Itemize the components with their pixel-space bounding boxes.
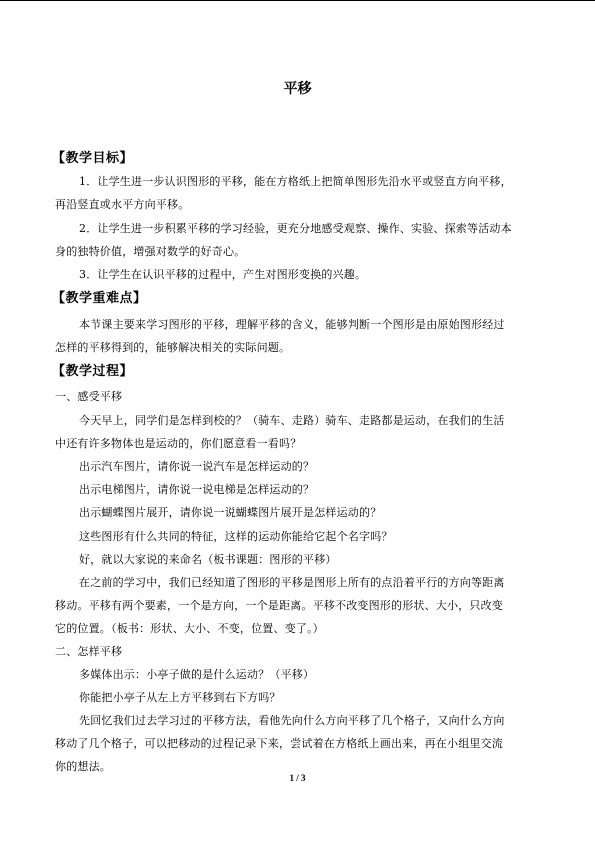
page-number: 1 / 3 bbox=[289, 773, 306, 783]
header-rule bbox=[0, 0, 595, 1]
body-line: 在之前的学习中，我们已经知道了图形的平移是图形上所有的点沿着平行的方向等距离 bbox=[79, 576, 505, 589]
section-heading-key-points: 【教学重难点】 bbox=[52, 291, 147, 306]
body-line: 2．让学生进一步积累平移的学习经验，更充分地感受观察、操作、实验、探索等活动本 bbox=[79, 222, 512, 235]
body-line: 今天早上，同学们是怎样到校的？（骑车、走路）骑车、走路都是运动，在我们的生活 bbox=[79, 414, 505, 427]
body-line: 再沿竖直或水平方向平移。 bbox=[55, 198, 190, 211]
section-heading-objectives: 【教学目标】 bbox=[52, 151, 134, 166]
body-line: 这些图形有什么共同的特征，这样的运动你能给它起个名字吗？ bbox=[79, 530, 393, 543]
body-line: 身的独特价值，增强对数学的好奇心。 bbox=[55, 245, 246, 258]
body-line: 你能把小亭子从左上方平移到右下方吗？ bbox=[79, 691, 281, 704]
body-line: 1．让学生进一步认识图形的平移，能在方格纸上把简单图形先沿水平或竖直方向平移， bbox=[79, 175, 512, 188]
body-line: 移动。平移有两个要素，一个是方向，一个是距离。平移不改变图形的形状、大小，只改变 bbox=[55, 599, 503, 612]
body-line: 3．让学生在认识平移的过程中，产生对图形变换的兴趣。 bbox=[79, 268, 367, 281]
body-line: 怎样的平移得到的，能够解决相关的实际问题。 bbox=[55, 341, 291, 354]
body-line: 多媒体出示：小亭子做的是什么运动？（平移） bbox=[79, 668, 315, 681]
subsection-heading: 一、感受平移 bbox=[55, 390, 123, 403]
page-title: 平移 bbox=[283, 81, 312, 97]
body-line: 本节课主要来学习图形的平移，理解平移的含义，能够判断一个图形是由原始图形经过 bbox=[79, 318, 505, 331]
subsection-heading: 二、怎样平移 bbox=[55, 645, 123, 658]
body-line: 出示汽车图片，请你说一说汽车是怎样运动的？ bbox=[79, 460, 315, 473]
body-line: 先回忆我们过去学习过的平移方法，看他先向什么方向平移了几个格子，又向什么方向 bbox=[79, 714, 505, 727]
body-line: 你的想法。 bbox=[55, 760, 111, 773]
body-line: 出示电梯图片，请你说一说电梯是怎样运动的？ bbox=[79, 483, 315, 496]
body-line: 出示蝴蝶图片展开，请你说一说蝴蝶图片展开是怎样运动的？ bbox=[79, 506, 382, 519]
body-line: 好，就以大家说的来命名（板书课题：图形的平移） bbox=[79, 553, 337, 566]
section-heading-process: 【教学过程】 bbox=[52, 364, 134, 379]
body-line: 移动了几个格子，可以把移动的过程记录下来，尝试着在方格纸上画出来，再在小组里交流 bbox=[55, 737, 503, 750]
body-line: 它的位置。（板书：形状、大小、不变，位置、变了。） bbox=[55, 622, 324, 635]
body-line: 中还有许多物体也是运动的，你们愿意看一看吗？ bbox=[55, 437, 302, 450]
